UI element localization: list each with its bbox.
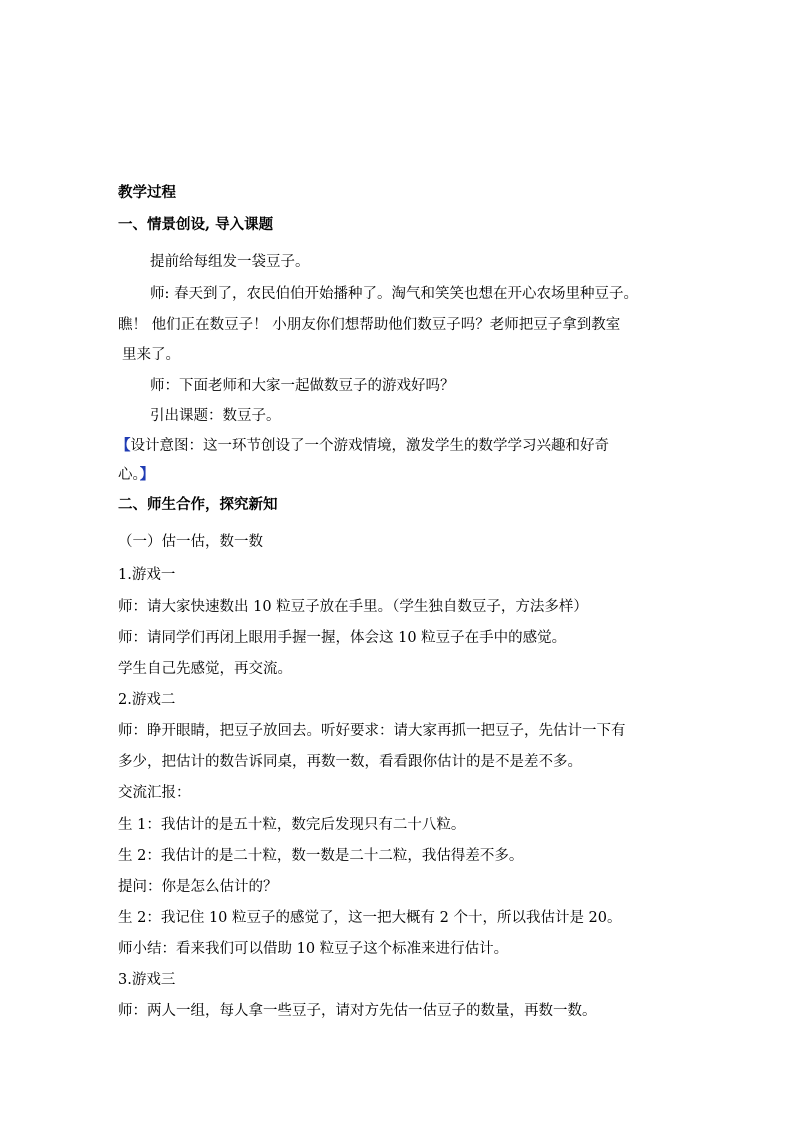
paragraph: 里来了。 (122, 347, 180, 363)
paragraph: 生 2：我估计的是二十粒，数一数是二十二粒，我估得差不多。 (118, 848, 524, 864)
part2-heading: 二、师生合作，探究新知 (118, 496, 278, 513)
paragraph: 师: 春天到了，农民伯伯开始播种了。淘气和笑笑也想在开心农场里种豆子。 (150, 286, 638, 302)
paragraph: 提前给每组发一袋豆子。 (150, 254, 310, 270)
design-intent-text: 设计意图：这一环节创设了一个游戏情境，激发学生的数学学习兴趣和好奇 (130, 438, 609, 454)
paragraph: 学生自己先感觉，再交流。 (118, 661, 292, 677)
paragraph: 师：两人一组，每人拿一些豆子，请对方先估一估豆子的数量，再数一数。 (118, 1003, 597, 1019)
paragraph: 瞧！ 他们正在数豆子！ 小朋友你们想帮助他们数豆子吗？老师把豆子拿到教室 (118, 317, 621, 333)
paragraph: 生 1：我估计的是五十粒，数完后发现只有二十八粒。 (118, 817, 466, 833)
paragraph: 多少，把估计的数告诉同桌，再数一数，看看跟你估计的是不是差不多。 (118, 754, 582, 770)
game-title: 1.游戏一 (118, 567, 176, 583)
design-intent (116, 436, 609, 456)
game-title: 3.游戏三 (118, 972, 176, 988)
paragraph: 师：请同学们再闭上眼用手握一握，体会这 10 粒豆子在手中的感觉。 (118, 630, 567, 646)
paragraph: 提问：你是怎么估计的？ (118, 879, 278, 895)
game-title: 2.游戏二 (118, 692, 176, 708)
subsection-title: （一）估一估，数一数 (118, 534, 263, 550)
paragraph: 师：请大家快速数出 10 粒豆子放在手里。（学生独自数豆子，方法多样） (118, 599, 588, 615)
design-intent-end (118, 465, 154, 485)
paragraph: 生 2：我记住 10 粒豆子的感觉了，这一把大概有 2 个十，所以我估计是 20。 (118, 910, 622, 926)
paragraph: 师小结：看来我们可以借助 10 粒豆子这个标准来进行估计。 (118, 941, 509, 957)
open-bracket: 【 (116, 437, 131, 454)
paragraph: 师：睁开眼睛，把豆子放回去。听好要求：请大家再抓一把豆子，先估计一下有 (118, 723, 626, 739)
design-intent-text: 心。 (118, 467, 140, 483)
paragraph: 交流汇报： (118, 785, 191, 801)
paragraph: 师：下面老师和大家一起做数豆子的游戏好吗？ (150, 378, 455, 394)
part1-heading: 一、情景创设, 导入课题 (118, 216, 274, 233)
paragraph: 引出课题：数豆子。 (150, 408, 281, 424)
close-bracket: 】 (139, 466, 155, 483)
section-title: 教学过程 (118, 184, 176, 201)
